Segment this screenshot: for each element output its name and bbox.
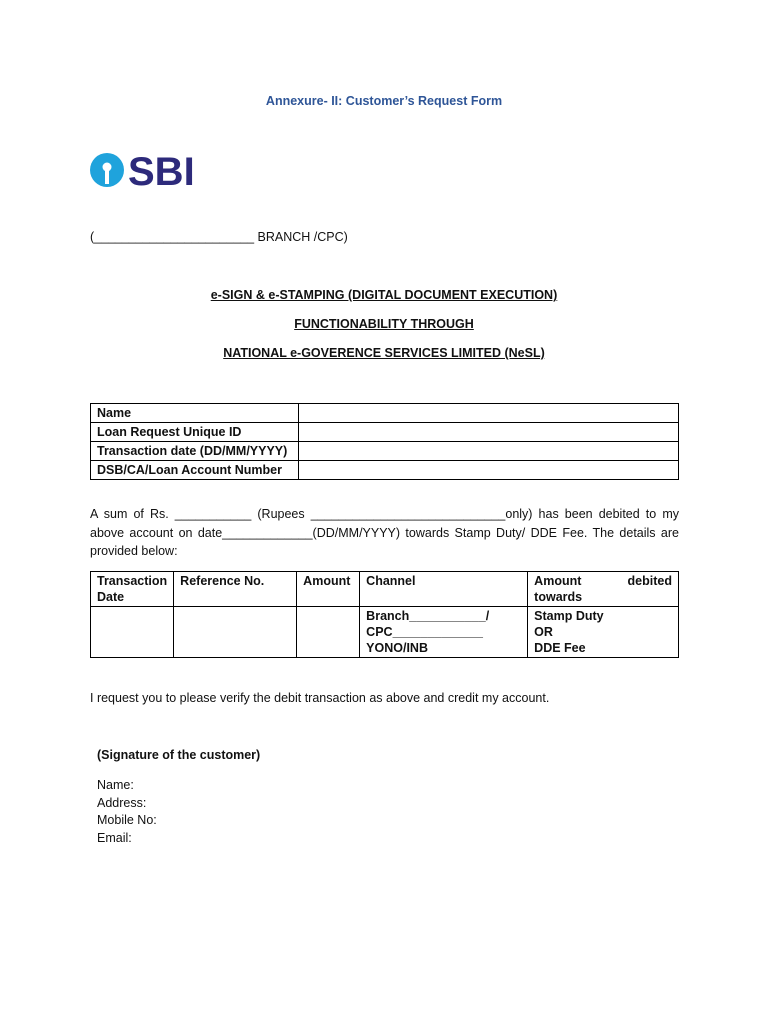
loan-id-value-cell[interactable] [299,423,679,442]
channel-cell [360,607,528,658]
customer-contact-fields [97,777,157,847]
table-row [91,423,679,442]
row-label: Loan Request Unique ID [91,423,299,442]
sbi-logo [90,150,200,190]
heading-2: FUNCTIONABILITY THROUGH [294,317,474,331]
table-row [91,442,679,461]
customer-details-table [90,403,679,480]
header-transaction-date: Transaction Date [91,572,174,607]
name-value-cell[interactable] [299,404,679,423]
table-row [91,607,679,658]
transaction-date-value-cell[interactable] [299,442,679,461]
row-label: Name [91,404,299,423]
amount-cell[interactable] [297,607,360,658]
channel-yono: YONO/INB [366,641,428,655]
header-amount: Amount [297,572,360,607]
heading-3: NATIONAL e-GOVERENCE SERVICES LIMITED (NeSL) [223,346,545,360]
email-field-label: Email: [97,830,132,845]
debited-towards-cell [528,607,679,658]
debit-paragraph: A sum of Rs. ___________ (Rupees ____________________________only) has been debited to my above account on date_____________(DD/MM/YYYY) towards Stamp Duty/ DDE Fee. The details are provided below: [90,507,679,558]
table-row [91,404,679,423]
channel-branch: Branch___________/ [366,609,490,623]
header-debited-word: debited [627,574,672,588]
towards-stamp-duty: Stamp Duty [534,609,604,623]
header-reference-no: Reference No. [174,572,297,607]
header-amount-word: Amount [534,574,582,588]
towards-or: OR [534,625,553,639]
row-label: DSB/CA/Loan Account Number [91,461,299,480]
mobile-field-label: Mobile No: [97,813,157,827]
address-field-label: Address: [97,795,147,810]
heading-1: e-SIGN & e-STAMPING (DIGITAL DOCUMENT EXECUTION) [210,288,558,302]
table-header-row [91,572,679,607]
header-channel: Channel [360,572,528,607]
header-towards-word: towards [534,590,583,604]
account-number-value-cell[interactable] [299,461,679,480]
verify-request-paragraph: I request you to please verify the debit transaction as above and credit my account. [90,691,550,705]
sbi-logo-text: SBI [128,150,195,190]
transaction-date-cell[interactable] [91,607,174,658]
table-row [91,461,679,480]
towards-dde-fee: DDE Fee [534,641,586,655]
row-label: Transaction date (DD/MM/YYYY) [91,442,299,461]
reference-no-cell[interactable] [174,607,297,658]
form-title: Annexure- II: Customer’s Request Form [265,94,503,108]
transaction-table [90,571,679,658]
header-amount-debited [528,572,679,607]
channel-cpc: CPC_____________ [366,625,483,639]
signature-label: (Signature of the customer) [97,748,261,762]
name-field-label: Name: [97,778,134,792]
branch-line: (_______________________ BRANCH /CPC) [90,230,348,244]
